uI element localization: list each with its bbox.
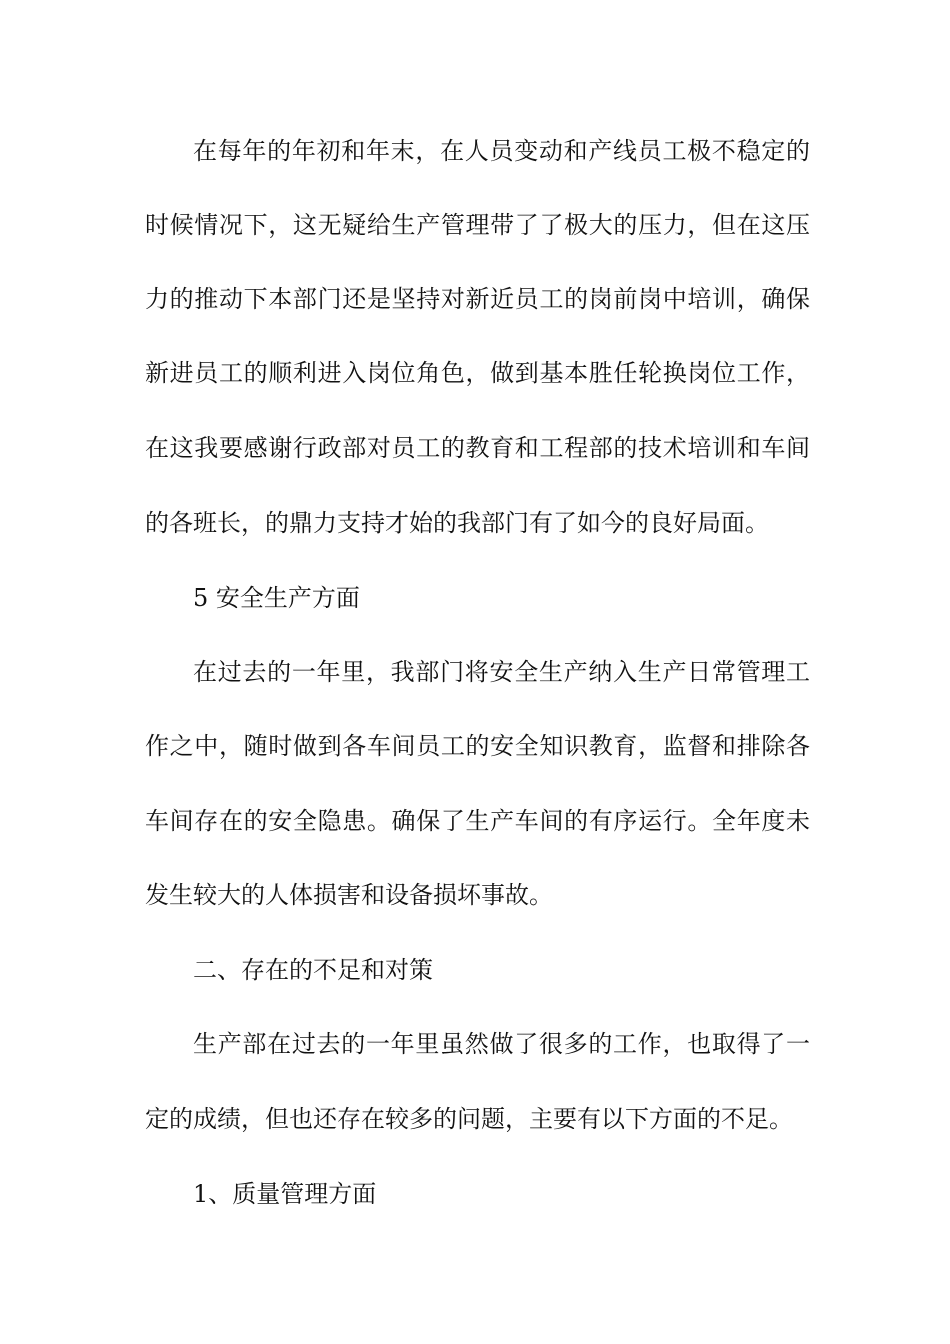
paragraph-line: 在过去的一年里，我部门将安全生产纳入生产日常管理工 <box>193 658 810 686</box>
paragraph-line: 的各班长，的鼎力支持才始的我部门有了如今的良好局面。 <box>145 509 769 537</box>
paragraph-line: 车间存在的安全隐患。确保了生产车间的有序运行。全年度未 <box>145 807 810 835</box>
section-heading: 5 安全生产方面 <box>193 584 360 612</box>
section-heading: 1、质量管理方面 <box>193 1180 377 1208</box>
paragraph-line: 作之中，随时做到各车间员工的安全知识教育，监督和排除各 <box>145 732 810 760</box>
paragraph-line: 发生较大的人体损害和设备损坏事故。 <box>145 881 553 909</box>
paragraph-line: 在每年的年初和年末，在人员变动和产线员工极不稳定的 <box>193 137 810 165</box>
paragraph-line: 时候情况下，这无疑给生产管理带了了极大的压力，但在这压 <box>145 211 810 239</box>
paragraph-line: 定的成绩，但也还存在较多的问题，主要有以下方面的不足。 <box>145 1105 793 1133</box>
paragraph-line: 在这我要感谢行政部对员工的教育和工程部的技术培训和车间 <box>145 434 810 462</box>
section-heading: 二、存在的不足和对策 <box>193 956 433 984</box>
paragraph-line: 新进员工的顺利进入岗位角色，做到基本胜任轮换岗位工作， <box>145 359 810 387</box>
paragraph-line: 力的推动下本部门还是坚持对新近员工的岗前岗中培训，确保 <box>145 285 810 313</box>
paragraph-line: 生产部在过去的一年里虽然做了很多的工作，也取得了一 <box>193 1030 810 1058</box>
